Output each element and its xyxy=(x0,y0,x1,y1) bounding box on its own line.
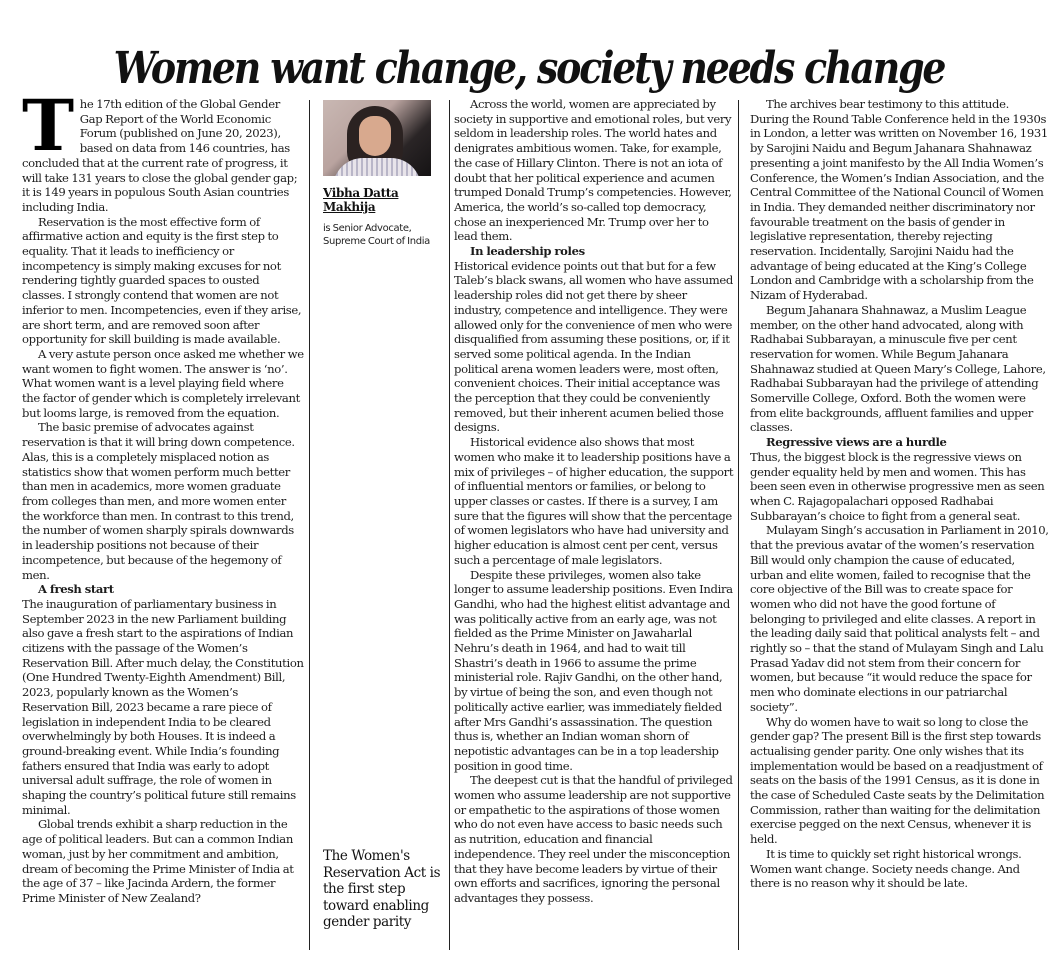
drop-cap: T xyxy=(22,84,74,167)
headline: Women want change, society needs change xyxy=(113,43,945,95)
body-paragraph: The deepest cut is that the handful of privileged women who assume leadership are not supportive or empathetic to the aspirations of those women who do not even have access to basic needs such as nutrition, education and financial independence. They reel under the misconception that they have become leaders by virtue of their own efforts and sacrifices, ignoring the personal advantages they possess. xyxy=(454,773,733,905)
article-column-3 xyxy=(454,97,734,906)
subheading-regressive-views: Regressive views are a hurdle xyxy=(766,435,947,450)
author-bio: is Senior Advocate, Supreme Court of India xyxy=(323,223,430,247)
column-divider xyxy=(449,100,450,950)
subheading-fresh-start: A fresh start xyxy=(38,582,114,597)
body-paragraph: The archives bear testimony to this attitude. During the Round Table Conference held in the 1930s in London, a letter was written on November 16, 1931 by Sarojini Naidu and Begum Jahanara Shahnawaz presenting a joint manifesto by the All India Women’s Conference, the Women’s Indian Association, and the Central Committee of the National Council of Women in India. They demanded neither discriminatory nor favourable treatment on the basis of gender in legislative representation, thereby rejecting reservation. Incidentally, Sarojini Naidu had the advantage of being educated at the King’s College London and Cambridge with a scholarship from the Nizam of Hyderabad. xyxy=(750,97,1048,303)
author-photo-icon xyxy=(323,100,431,176)
body-paragraph: The inauguration of parliamentary business in September 2023 in the new Parliament building also gave a fresh start to the aspirations of Indian citizens with the passage of the Women’s Reservation Bill. After much delay, the Constitution (One Hundred Twenty-Eighth Amendment) Bill, 2023, popularly known as the Women’s Reservation Bill, 2023 became a rare piece of legislation in independent India to be cleared overwhelmingly by both Houses. It is indeed a ground-breaking event. While India’s founding fathers ensured that India was early to adopt universal adult suffrage, the role of women in shaping the country’s political future still remains minimal. xyxy=(22,596,304,817)
column-divider xyxy=(309,100,310,950)
pull-quote: The Women's Reservation Act is the first step toward enabling gender parity xyxy=(323,848,441,930)
body-paragraph: It is time to quickly set right historical wrongs. Women want change. Society needs change. And there is no reason why it should be late. xyxy=(750,846,1022,891)
body-paragraph: Despite these privileges, women also take longer to assume leadership positions. Even Indira Gandhi, who had the highest elitist advantage and was politically active from an early age, was not fielded as the Prime Minister on Jawaharlal Nehru’s death in 1964, and had to wait till Shastri’s death in 1966 to assume the prime ministerial role. Rajiv Gandhi, on the other hand, by virtue of being the son, and even though not politically active earlier, was immediately fielded after Mrs Gandhi’s assassination. The question thus is, whether an Indian woman shorn of nepotistic advantages can be in a top leadership position in good time. xyxy=(454,567,733,773)
body-paragraph: Why do women have to wait so long to close the gender gap? The present Bill is the first step towards actualising gender parity. One only wishes that its implementation would be based on a readjustment of seats on the basis of the 1991 Census, as it is done in the case of Scheduled Caste seats by the Delimitation Commission, rather than waiting for the delimitation exercise pegged on the next Census, whenever it is held. xyxy=(750,714,1045,847)
body-paragraph: Thus, the biggest block is the regressive views on gender equality held by men and women. This has been seen even in otherwise progressive men as seen when C. Rajagopalachari opposed Radhabai Subbarayan’s choice to fight from a general seat. xyxy=(750,449,1045,523)
body-paragraph: Reservation is the most effective form of affirmative action and equity is the first step to equality. That it leads to inefficiency or incompetency is simply making excuses for not rendering tightly guarded spaces to ousted classes. I strongly contend that women are not inferior to men. Incompetencies, even if they arise, are short term, and are removed soon after opportunity for skill building is made available. xyxy=(22,214,302,347)
body-paragraph: Begum Jahanara Shahnawaz, a Muslim League member, on the other hand advocated, along with Radhabai Subbarayan, a minuscule five per cent reservation for women. While Begum Jahanara Shahnawaz studied at Queen Mary’s College, Lahore, Radhabai Subbarayan had the privilege of attending Somerville College, Oxford. Both the women were from elite backgrounds, affluent families and upper classes. xyxy=(750,302,1046,435)
body-paragraph: Mulayam Singh’s accusation in Parliament in 2010, that the previous avatar of the women’s reservation Bill would only champion the cause of educated, urban and elite women, failed to recognise that the core objective of the Bill was to create space for women who did not have the good fortune of belonging to privileged and elite classes. A report in the leading daily said that political analysts felt – and rightly so – that the stand of Mulayam Singh and Lalu Prasad Yadav did not stem from their concern for women, but because “it would reduce the space for men who dominate elections in our patriarchal society”. xyxy=(750,523,1049,714)
lead-paragraph: The 17th edition of the Global Gender Gap Report of the World Economic Forum (published on June 20, 2023), based on data from 146 countries, has concluded that at the current rate of progress, it will take 131 years to close the global gender gap; it is 149 years in populous South Asian countries including India. xyxy=(22,84,298,214)
article-column-1 xyxy=(22,84,304,906)
article-column-4 xyxy=(750,97,1050,891)
subheading-leadership-roles: In leadership roles xyxy=(470,244,585,259)
column-divider xyxy=(738,100,739,950)
body-paragraph: Historical evidence points out that but for a few Taleb’s black swans, all women who have assumed leadership roles did not get there by sheer industry, competence and intelligence. They were allowed only for the convenience of men who were disqualified from assuming these positions, or, if it served some political agenda. In the Indian political arena women leaders were, most often, convenient choices. Their initial acceptance was the perception that they could be conveniently removed, but their inherent acumen belied those designs. xyxy=(454,258,733,435)
body-paragraph: Historical evidence also shows that most women who make it to leadership positions have a mix of privileges – of higher education, the support of influential mentors or families, or belong to upper classes or castes. If there is a survey, I am sure that the figures will show that the percentage of women legislators who have had university and higher education is almost cent per cent, versus such a percentage of male legislators. xyxy=(454,435,734,567)
body-paragraph: Global trends exhibit a sharp reduction in the age of political leaders. But can a common Indian woman, just by her commitment and ambition, dream of becoming the Prime Minister of India at the age of 37 – like Jacinda Ardern, the former Prime Minister of New Zealand? xyxy=(22,817,294,905)
body-paragraph: Across the world, women are appreciated by society in supportive and emotional roles, but very seldom in leadership roles. The world hates and denigrates ambitious women. Take, for example, the case of Hillary Clinton. There is not an iota of doubt that her political experience and acumen trumped Donald Trump’s competencies. However, America, the world’s so-called top democracy, chose an inexperienced Mr. Trump over her to lead them. xyxy=(454,97,732,244)
body-paragraph: The basic premise of advocates against reservation is that it will bring down competence. Alas, this is a completely misplaced notion as statistics show that women perform much better than men in academics, more women graduate from colleges than men, and more women enter the workforce than men. In contrast to this trend, the number of women sharply spirals downwards in leadership positions not because of their incompetence, but because of the hegemony of men. xyxy=(22,420,295,582)
author-box xyxy=(323,100,441,248)
author-name-link[interactable]: Vibha Datta Makhija xyxy=(323,186,399,214)
body-paragraph: A very astute person once asked me whether we want women to fight women. The answer is ‘no’. What women want is a level playing field where the factor of gender which is completely irrelevant but looms large, is removed from the equation. xyxy=(22,346,304,420)
